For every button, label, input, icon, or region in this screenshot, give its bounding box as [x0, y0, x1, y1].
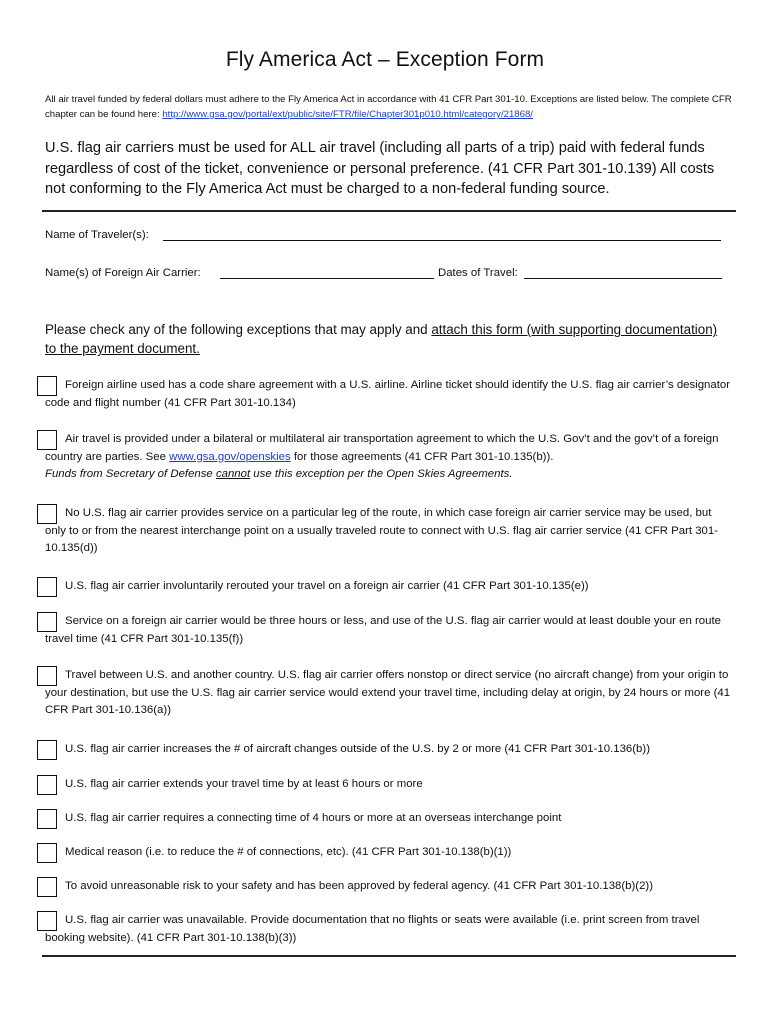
exception-checkbox[interactable] — [37, 666, 57, 686]
exception-note — [45, 466, 735, 484]
exception-text: U.S. flag air carrier was unavailable. Provide documentation that no flights or seats were available (i.e. print screen from travel booking website). (41 CFR Part 301-10.138(b)(3)) — [45, 914, 700, 944]
exception-text-after: for those agreements (41 CFR Part 301-10.135(b)). — [290, 450, 554, 463]
instructions — [45, 320, 725, 358]
exception-checkbox[interactable] — [37, 740, 57, 760]
exception-checkbox[interactable] — [37, 577, 57, 597]
intro-text: All air travel funded by federal dollars must adhere to the Fly America Act in accordance with 41 CFR Part 301-10. Exceptions are listed below. The complete CFR chapter can be found here: — [45, 94, 732, 120]
exception-item — [45, 878, 735, 896]
exception-item — [45, 613, 735, 648]
intro-paragraph — [45, 92, 735, 122]
instructions-attach: attach this form (with supporting documentation) to the payment document. — [45, 322, 718, 356]
exception-checkbox[interactable] — [37, 911, 57, 931]
top-divider — [42, 210, 736, 212]
note-after: use this exception per the Open Skies Agreements. — [250, 468, 513, 480]
page-title: Fly America Act – Exception Form — [225, 48, 545, 71]
traveler-label: Name of Traveler(s): — [45, 229, 149, 241]
exception-item — [45, 431, 735, 484]
exception-text: Foreign airline used has a code share agreement with a U.S. airline. Airline ticket should identify the U.S. flag air carrier’s designator code and flight number (41 CFR Part 301-10.134) — [45, 379, 731, 409]
dates-label: Dates of Travel: — [438, 267, 518, 279]
exception-checkbox[interactable] — [37, 809, 57, 829]
carrier-field — [45, 266, 201, 280]
exception-item — [45, 844, 735, 862]
note-before: Funds from Secretary of Defense — [45, 468, 216, 480]
exception-item — [45, 810, 735, 828]
exception-checkbox[interactable] — [37, 612, 57, 632]
exception-checkbox[interactable] — [37, 843, 57, 863]
exception-item — [45, 667, 735, 720]
note-cannot: cannot — [215, 468, 251, 480]
exception-checkbox[interactable] — [37, 775, 57, 795]
carrier-label: Name(s) of Foreign Air Carrier: — [45, 267, 201, 279]
exception-text: U.S. flag air carrier extends your travel time by at least 6 hours or more — [65, 778, 423, 790]
mandate-statement: U.S. flag air carriers must be used for ALL air travel (including all parts of a trip) paid with federal funds regardless of cost of the ticket, convenience or personal preference. (41 CFR Part 301-10.139) All costs not conforming to the Fly America Act must be charged to a non-federal funding source. — [45, 140, 715, 197]
exception-checkbox[interactable] — [37, 376, 57, 396]
bottom-divider — [42, 955, 736, 957]
exception-checkbox[interactable] — [37, 430, 57, 450]
carrier-input[interactable] — [220, 278, 434, 279]
traveler-field — [45, 228, 149, 242]
exception-item — [45, 377, 735, 412]
exception-item — [45, 912, 735, 947]
exception-text: Travel between U.S. and another country. U.S. flag air carrier offers nonstop or direct service (no aircraft change) from your origin to your destination, but use the U.S. flag air carrier service would extend your travel time, including delay at origin, by 24 hours or more (41 CFR Part 301-10.136(a)) — [45, 669, 731, 716]
exception-item — [45, 741, 735, 759]
exception-item — [45, 505, 735, 558]
exception-checkbox[interactable] — [37, 504, 57, 524]
exception-item — [45, 578, 735, 596]
instructions-text: Please check any of the following exceptions that may apply and — [45, 322, 432, 337]
exception-text: U.S. flag air carrier increases the # of aircraft changes outside of the U.S. by 2 or more (41 CFR Part 301-10.136(b)) — [65, 743, 650, 755]
dates-field — [438, 266, 518, 280]
exception-text: No U.S. flag air carrier provides service on a particular leg of the route, in which case foreign air carrier service may be used, but only to or from the nearest interchange point on a usually traveled route to connect with U.S. flag air carrier service (41 CFR Part 301-10.135(d)) — [45, 507, 719, 554]
exception-checkbox[interactable] — [37, 877, 57, 897]
openskies-link[interactable]: www.gsa.gov/openskies — [169, 450, 291, 463]
exception-text: U.S. flag air carrier involuntarily rerouted your travel on a foreign air carrier (41 CFR Part 301-10.135(e)) — [65, 580, 589, 592]
exception-text — [45, 431, 735, 466]
exception-text: Service on a foreign air carrier would be three hours or less, and use of the U.S. flag air carrier would at least double your en route travel time (41 CFR Part 301-10.135(f)) — [45, 615, 721, 645]
cfr-chapter-link[interactable]: http://www.gsa.gov/portal/ext/public/site/FTR/file/Chapter301p010.html/category/21868/ — [162, 109, 533, 120]
dates-input[interactable] — [524, 278, 722, 279]
exception-text: Medical reason (i.e. to reduce the # of connections, etc). (41 CFR Part 301-10.138(b)(1)) — [65, 846, 512, 858]
exception-text: U.S. flag air carrier requires a connecting time of 4 hours or more at an overseas interchange point — [65, 812, 562, 824]
exception-item — [45, 776, 735, 794]
exception-text: To avoid unreasonable risk to your safety and has been approved by federal agency. (41 CFR Part 301-10.138(b)(2)) — [65, 880, 654, 892]
traveler-input[interactable] — [163, 240, 721, 241]
exception-text-before: Air travel is provided under a bilateral or multilateral air transportation agreement to which the U.S. Gov’t and the gov’t of a foreign country are parties. See — [45, 433, 719, 463]
